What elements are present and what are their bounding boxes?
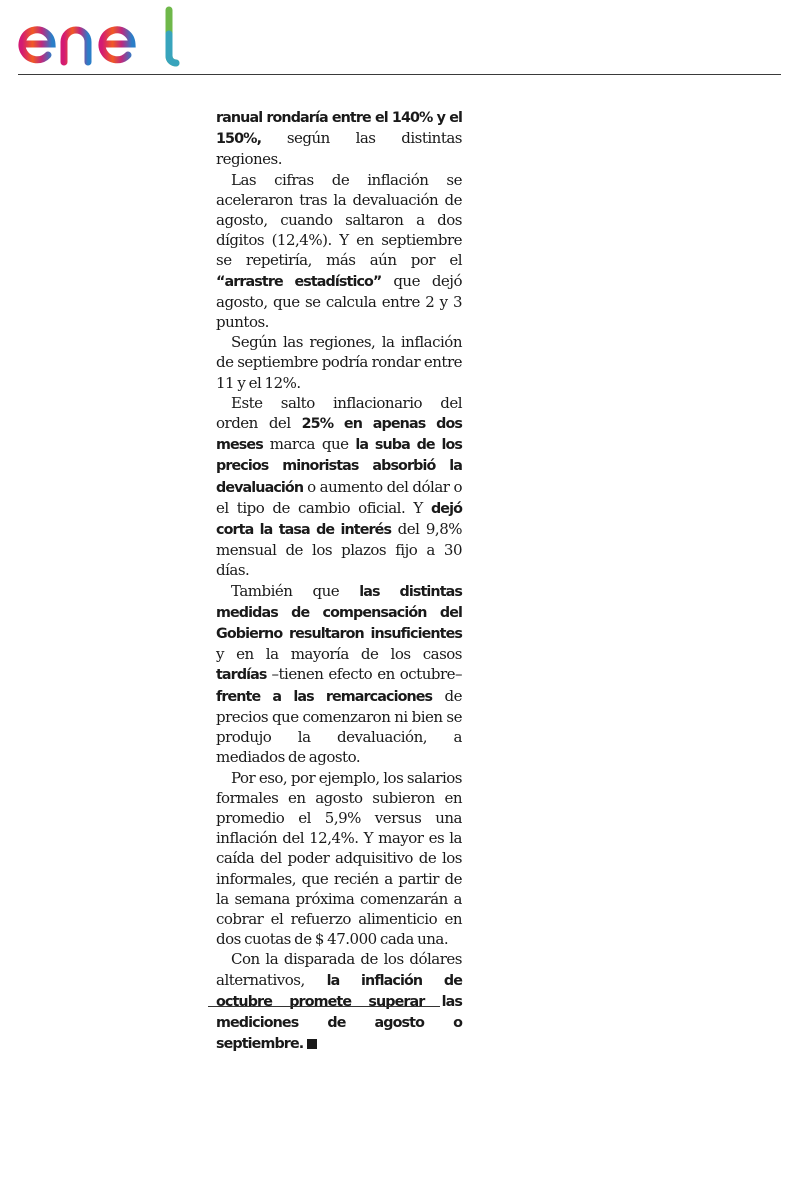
- article-paragraph: [216, 393, 462, 581]
- text-run: y en la mayoría de los casos: [216, 645, 462, 664]
- text-run: Por eso, por ejemplo, los salarios formales en agosto subieron en promedio el 5,9% versus una inflación del 12,4%. Y mayor es la caída del poder adquisitivo de los informales, que recién a partir de la semana próxima comenzarán a cobrar el refuerzo alimenticio en dos cuotas de $ 47.000 cada una.: [216, 768, 462, 949]
- text-run: según las distintas regiones.: [216, 129, 462, 169]
- text-run: del 9,8% mensual de los plazos fijo a 30 días.: [216, 520, 462, 580]
- bold-run: dejó corta la tasa de interés: [216, 500, 462, 539]
- bold-run: frente a las remarcaciones: [216, 688, 433, 705]
- bold-run: tardías: [216, 667, 267, 684]
- text-run: –tienen efecto en octubre–: [266, 665, 462, 684]
- text-run: que dejó agosto, que se calcula entre 2 y 3 puntos.: [216, 271, 462, 332]
- text-run: marca que: [262, 435, 356, 454]
- bold-run: las distintas medidas de compensación del Gobierno resultaron insuficientes: [216, 583, 462, 643]
- text-run: Con la disparada de los dólares alternativos,: [216, 950, 462, 989]
- text-run: Según las regiones, la inflación de septiembre podría rondar entre 11 y el 12%.: [216, 333, 462, 392]
- bold-run: 25% en apenas dos meses: [216, 416, 462, 454]
- bold-run: la suba de los precios minoristas absorbió la devaluación: [216, 437, 462, 496]
- article-paragraph: [216, 768, 462, 950]
- bold-run: la inflación de octubre promete superar las mediciones de agosto o septiembre.: [216, 972, 463, 1053]
- article-paragraph: [216, 107, 462, 170]
- text-run: También que: [231, 581, 360, 600]
- text-run: Las cifras de inflación se aceleraron tras la devaluación de agosto, cuando saltaron a dos dígitos (12,4%). Y en septiembre se repetiría, más aún por el: [216, 170, 462, 270]
- text-run: o aumento del dólar o el tipo de cambio oficial. Y: [216, 477, 462, 517]
- bold-run: “arrastre estadístico”: [216, 273, 382, 290]
- end-of-article-mark: [307, 1039, 317, 1049]
- header-divider: [18, 74, 781, 75]
- article-paragraph: [216, 581, 462, 768]
- article-paragraph: [216, 170, 462, 333]
- text-run: de precios que comenzaron ni bien se produjo la devaluación, a mediados de agosto.: [216, 686, 462, 767]
- article-paragraph: [216, 332, 462, 393]
- bold-run: ranual rondaría entre el 140% y el 150%,: [216, 110, 462, 148]
- column-end-rule: [208, 1006, 440, 1007]
- text-run: Este salto inflacionario del orden del: [216, 393, 462, 433]
- article-paragraph: [216, 949, 462, 1054]
- enel-logo: [14, 4, 184, 68]
- article-column: [216, 107, 462, 1054]
